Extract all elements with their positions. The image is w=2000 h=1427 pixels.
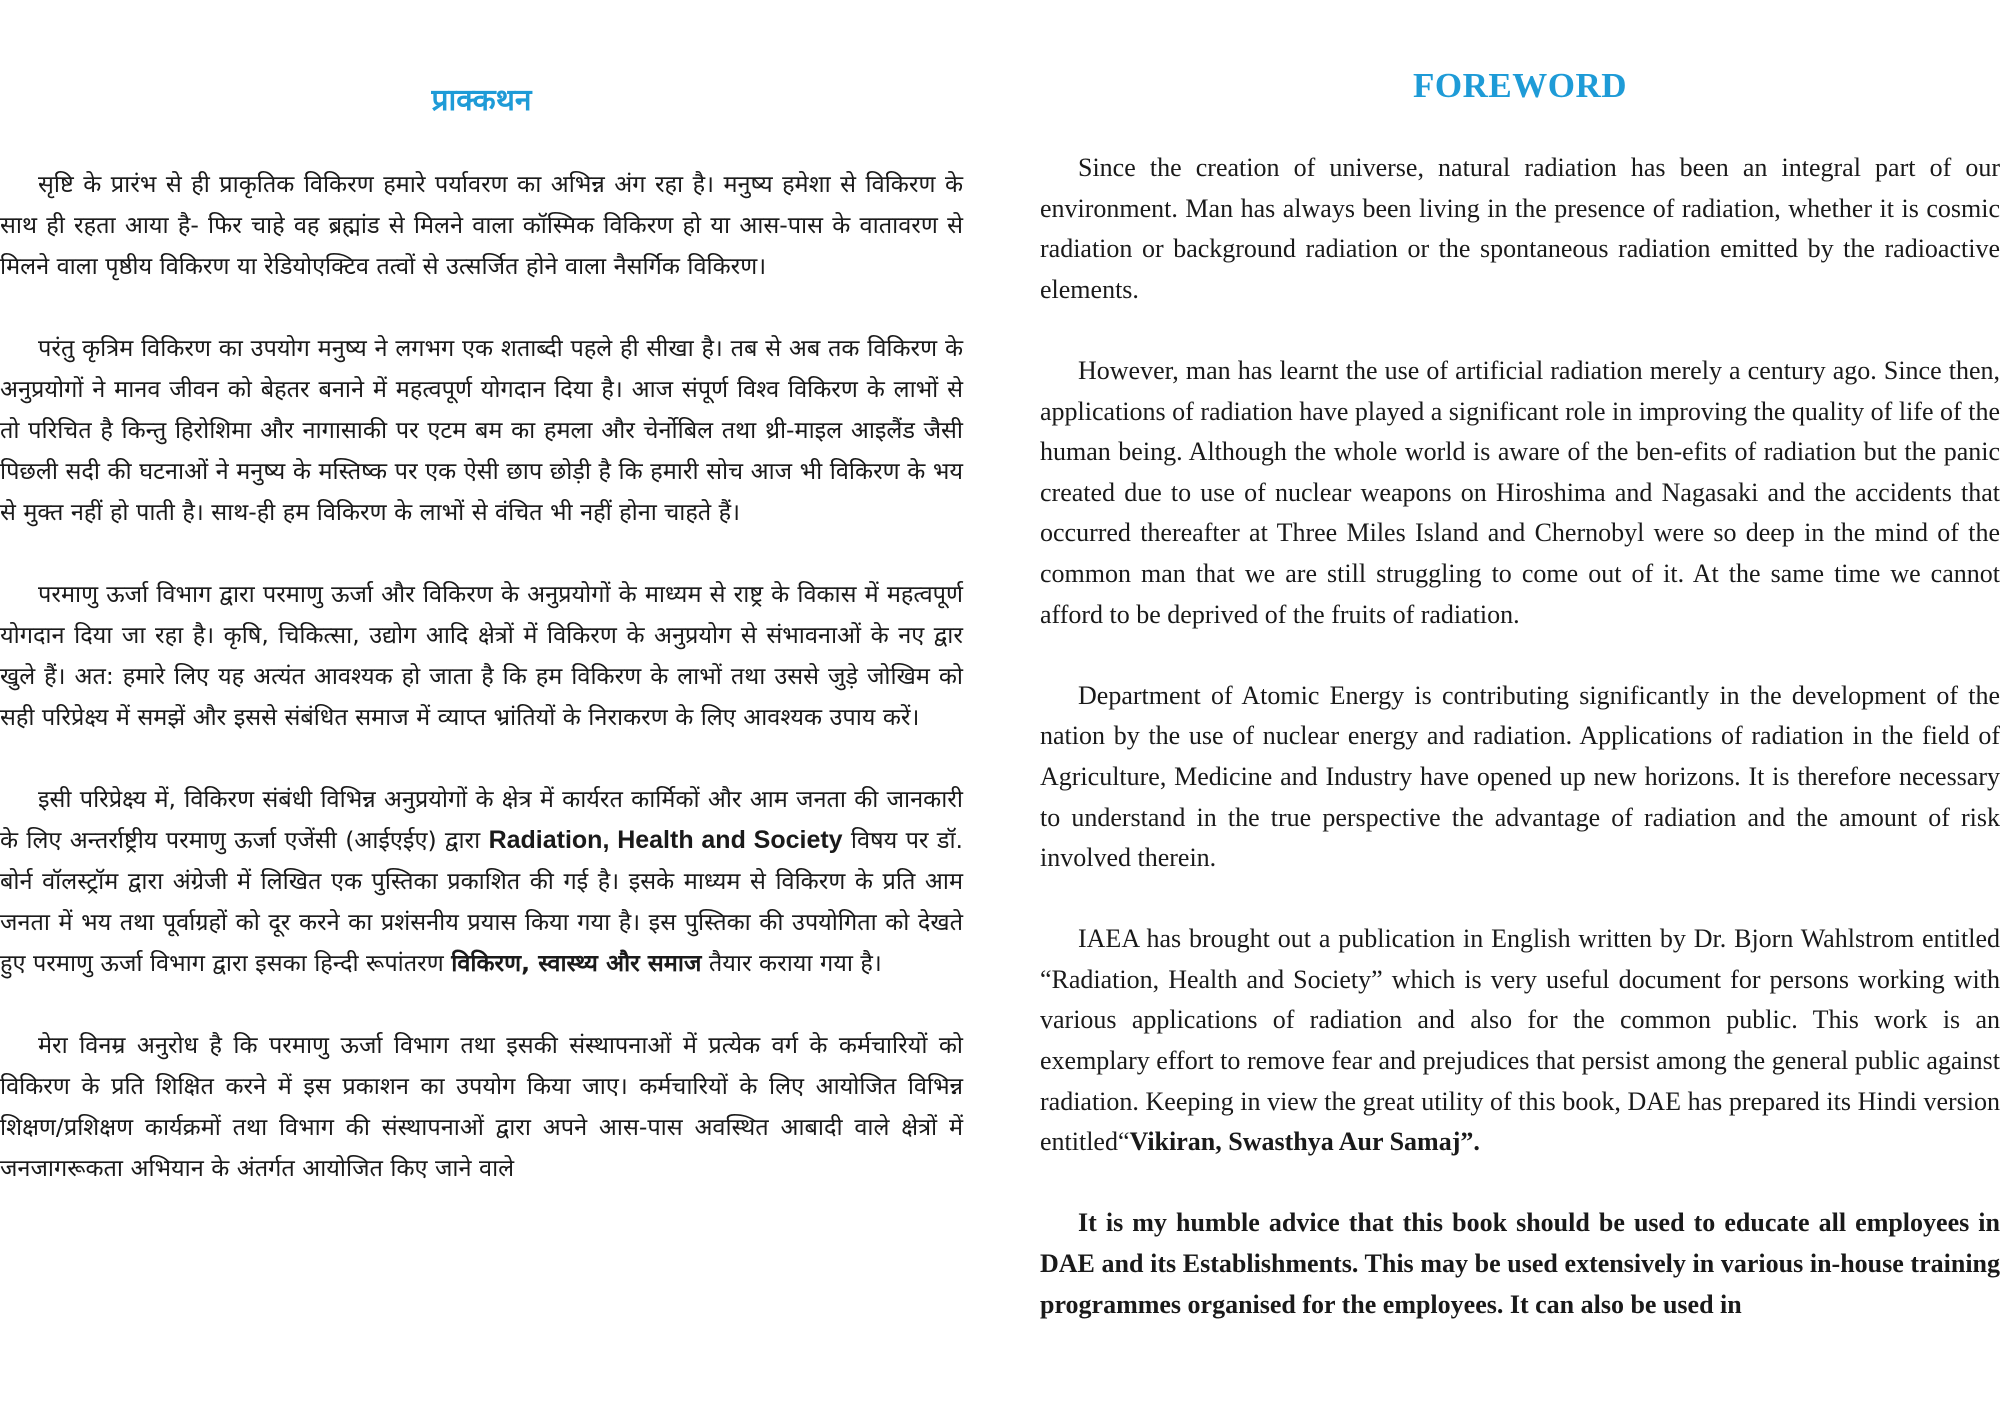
english-paragraph-3: Department of Atomic Energy is contributing significantly in the development of the nation by the use of nuclear energy and radiation. Applications of radiation in the field of Agriculture, Medicine and Industry have opened up new horizons. It is therefore necessary to understand in the true perspective the advantage of radiation and the amount of risk involved therein. <box>1040 680 2000 873</box>
hindi-paragraph-2: परंतु कृत्रिम विकिरण का उपयोग मनुष्य ने लगभग एक शताब्दी पहले ही सीखा है। तब से अब तक विकिरण के अनुप्रयोगों ने मानव जीवन को बेहतर बनाने में महत्वपूर्ण योगदान दिया है। आज संपूर्ण विश्व विकिरण के लाभों से तो परिचित है किन्तु हिरोशिमा और नागासाकी पर एटम बम का हमला और चेर्नोबिल तथा थ्री-माइल आइलैंड जैसी पिछली सदी की घटनाओं ने मनुष्य के मस्तिष्क पर एक ऐसी छाप छोड़ी है कि हमारी सोच आज भी विकिरण के भय से मुक्त नहीं हो पाती है। साथ-ही हम विकिरण के लाभों से वंचित भी नहीं होना चाहते हैं। <box>0 334 963 526</box>
hindi-heading: प्राक्कथन <box>431 83 532 118</box>
hindi-paragraph-1: सृष्टि के प्रारंभ से ही प्राकृतिक विकिरण हमारे पर्यावरण का अभिन्न अंग रहा है। मनुष्य हमेशा से विकिरण के साथ ही रहता आया है- फिर चाहे वह ब्रह्मांड से मिलने वाला कॉस्मिक विकिरण हो या आस-पास के वातावरण से मिलने वाला पृष्ठीय विकिरण या रेडियोएक्टिव तत्वों से उत्सर्जित होने वाला नैसर्गिक विकिरण। <box>0 170 963 280</box>
english-heading: FOREWORD <box>1413 66 1627 105</box>
english-paragraph-4-text: IAEA has brought out a publication in English written by Dr. Bjorn Wahlstrom entitled “Radiation, Health and Society” which is very useful document for persons working with various applications of radiation and also for the common public. This work is an exemplary effort to remove fear and prejudices that persist among the general public against radiation. Keeping in view the great utility of this book, DAE has prepared its Hindi version entitled“ <box>1040 924 2000 1157</box>
english-paragraph-2: However, man has learnt the use of artificial radiation merely a century ago. Since then, applications of radiation have played a significant role in improving the quality of life of the human being. Although the whole world is aware of the ben-efits of radiation but the panic created due to use of nuclear weapons on Hiroshima and Nagasaki and the accidents that occurred thereafter at Three Miles Island and Chernobyl were so deep in the mind of the common man that we are still struggling to come out of it. At the same time we cannot afford to be deprived of the fruits of radiation. <box>1040 355 2000 629</box>
hindi-paragraph-4-text-b: विषय पर डॉ. बोर्न वॉलस्ट्रॉम द्वारा अंग्रेजी में लिखित एक पुस्तिका प्रकाशित की गई है। इसके माध्यम से विकिरण के प्रति आम जनता में भय तथा पूर्वाग्रहों को दूर करने का प्रशंसनीय प्रयास किया गया है। इस पुस्तिका की उपयोगिता को देखते हुए परमाणु ऊर्जा विभाग द्वारा इसका हिन्दी रूपांतरण <box>0 826 963 977</box>
english-column <box>1040 0 2000 1427</box>
hindi-paragraph-4-hindi-title: विकिरण, स्वास्थ्य और समाज <box>451 949 702 977</box>
hindi-paragraph-4-english-title: Radiation, Health and Society <box>488 826 843 854</box>
hindi-paragraph-4-text-a: इसी परिप्रेक्ष्य में, विकिरण संबंधी विभिन्न अनुप्रयोगों के क्षेत्र में कार्यरत कार्मिकों और आम जनता की जानकारी के लिए अन्तर्राष्ट्रीय परमाणु ऊर्जा एजेंसी (आईएईए) द्वारा <box>0 785 963 854</box>
hindi-paragraph-4 <box>0 779 963 984</box>
english-paragraph-5: It is my humble advice that this book should be used to educate all employees in DAE and its Establishments. This may be used extensively in various in-house training programmes organised for the employees. It can also be used in <box>1040 1208 2000 1319</box>
hindi-paragraph-5: मेरा विनम्र अनुरोध है कि परमाणु ऊर्जा विभाग तथा इसकी संस्थापनाओं में प्रत्येक वर्ग के कर्मचारियों को विकिरण के प्रति शिक्षित करने में इस प्रकाशन का उपयोग किया जाए। कर्मचारियों के लिए आयोजित विभिन्न शिक्षण/प्रशिक्षण कार्यक्रमों तथा विभाग की संस्थापनाओं द्वारा अपने आस-पास अवस्थित आबादी वाले क्षेत्रों में जनजागरूकता अभियान के अंतर्गत आयोजित किए जाने वाले <box>0 1031 963 1182</box>
english-paragraph-1: Since the creation of universe, natural radiation has been an integral part of our environment. Man has always been living in the presence of radiation, whether it is cosmic radiation or background radiation or the spontaneous radiation emitted by the radioactive elements. <box>1040 153 2000 304</box>
english-body <box>1040 148 2000 1366</box>
hindi-paragraph-4-text-c: तैयार कराया गया है। <box>701 949 882 977</box>
hindi-body <box>0 164 963 1230</box>
hindi-paragraph-3: परमाणु ऊर्जा विभाग द्वारा परमाणु ऊर्जा और विकिरण के अनुप्रयोगों के माध्यम से राष्ट्र के विकास में महत्वपूर्ण योगदान दिया जा रहा है। कृषि, चिकित्सा, उद्योग आदि क्षेत्रों में विकिरण के अनुप्रयोग से संभावनाओं के नए द्वार खुले हैं। अत: हमारे लिए यह अत्यंत आवश्यक हो जाता है कि हम विकिरण के लाभों तथा उससे जुड़े जोखिम को सही परिप्रेक्ष्य में समझें और इससे संबंधित समाज में व्याप्त भ्रांतियों के निराकरण के लिए आवश्यक उपाय करें। <box>0 580 963 731</box>
english-paragraph-4 <box>1040 919 2000 1163</box>
hindi-column <box>0 0 963 1427</box>
english-paragraph-4-title: Vikiran, Swasthya Aur Samaj”. <box>1129 1127 1480 1157</box>
